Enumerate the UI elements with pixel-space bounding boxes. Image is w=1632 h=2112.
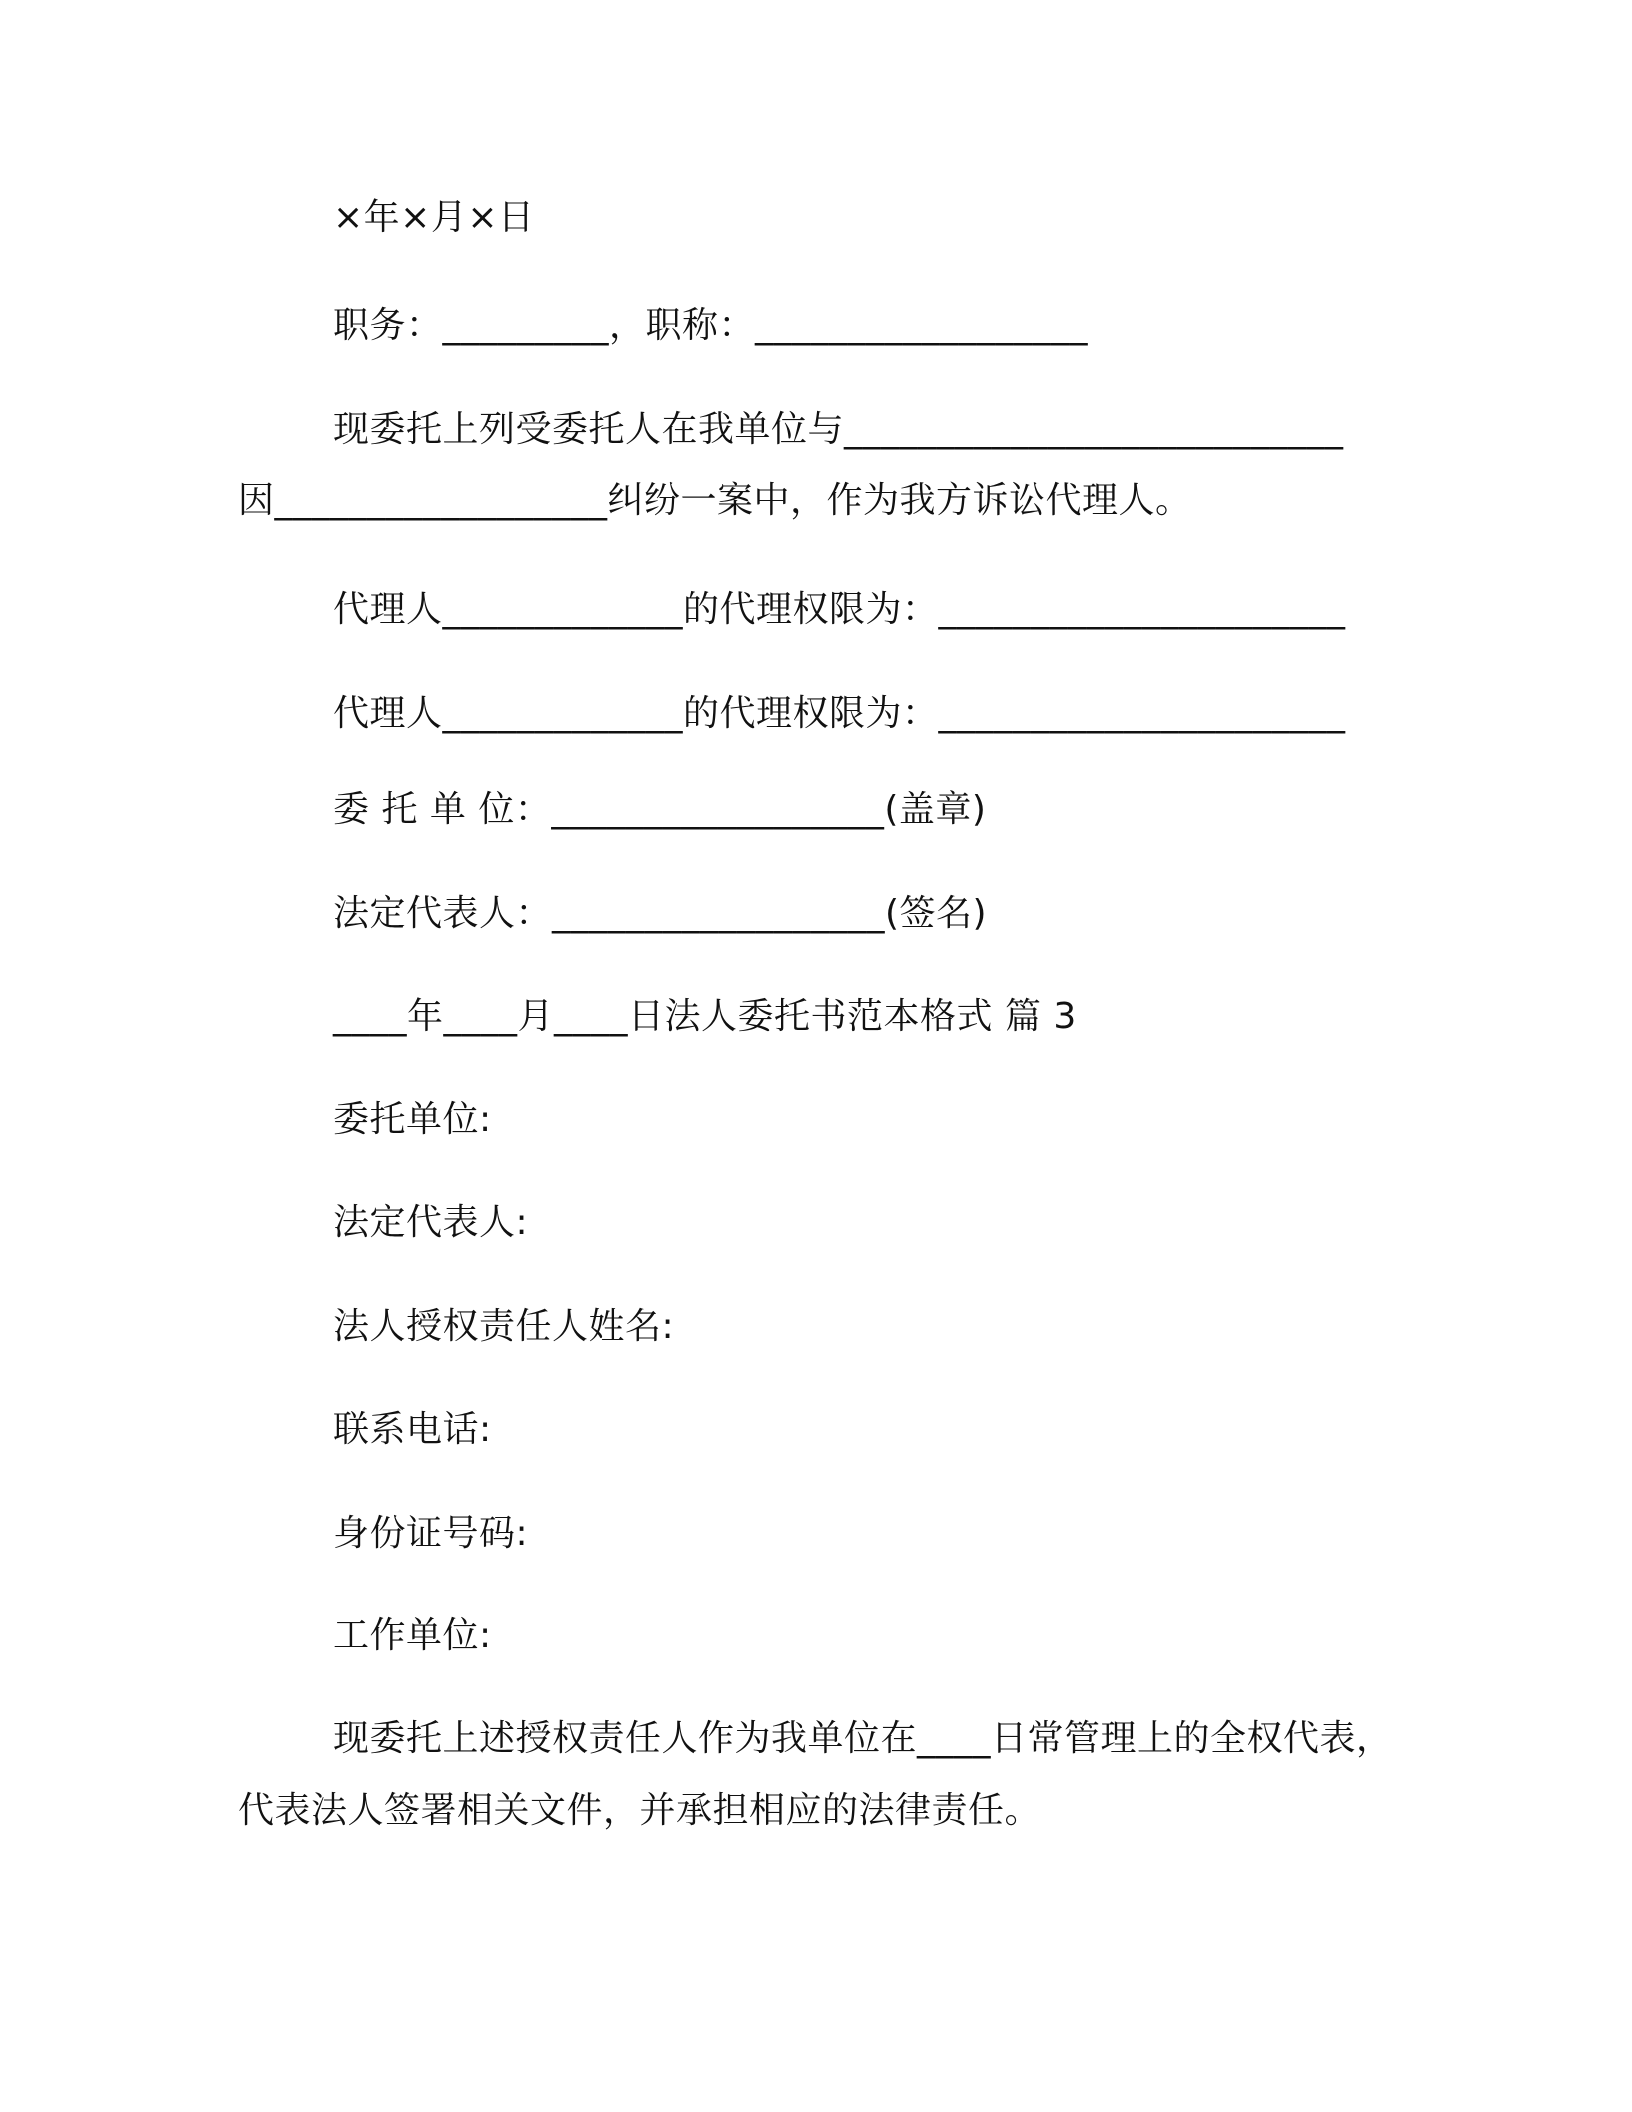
legal-representative-sign-line: 法定代表人：__________________(签名) <box>333 893 988 934</box>
agent-authority-line-2: 代理人_____________的代理权限为：______________________ <box>333 693 1346 734</box>
field-legal-representative: 法定代表人: <box>333 1202 529 1243</box>
entrust-paragraph-line-1: 现委托上列受委托人在我单位与___________________________ <box>333 409 1344 450</box>
authorization-paragraph-line-1: 现委托上述授权责任人作为我单位在____日常管理上的全权代表， <box>333 1718 1393 1759</box>
section-heading: ____年____月____日法人委托书范本格式 篇 3 <box>333 996 1077 1037</box>
entrust-paragraph-line-2: 因__________________纠纷一案中，作为我方诉讼代理人。 <box>238 480 1192 521</box>
field-entrusting-unit: 委托单位: <box>333 1099 492 1140</box>
field-work-unit: 工作单位: <box>333 1615 492 1656</box>
position-title-line: 职务：_________，职称：__________________ <box>333 305 1089 346</box>
agent-authority-line-1: 代理人_____________的代理权限为：______________________ <box>333 589 1346 630</box>
entrusting-unit-seal-line: 委 托 单 位：__________________(盖章) <box>333 789 987 830</box>
field-id-number: 身份证号码: <box>333 1513 529 1554</box>
authorization-paragraph-line-2: 代表法人签署相关文件，并承担相应的法律责任。 <box>238 1790 1042 1831</box>
date-line: ×年×月×日 <box>333 197 535 238</box>
field-phone: 联系电话: <box>333 1409 492 1450</box>
field-authorized-person-name: 法人授权责任人姓名: <box>333 1306 675 1347</box>
